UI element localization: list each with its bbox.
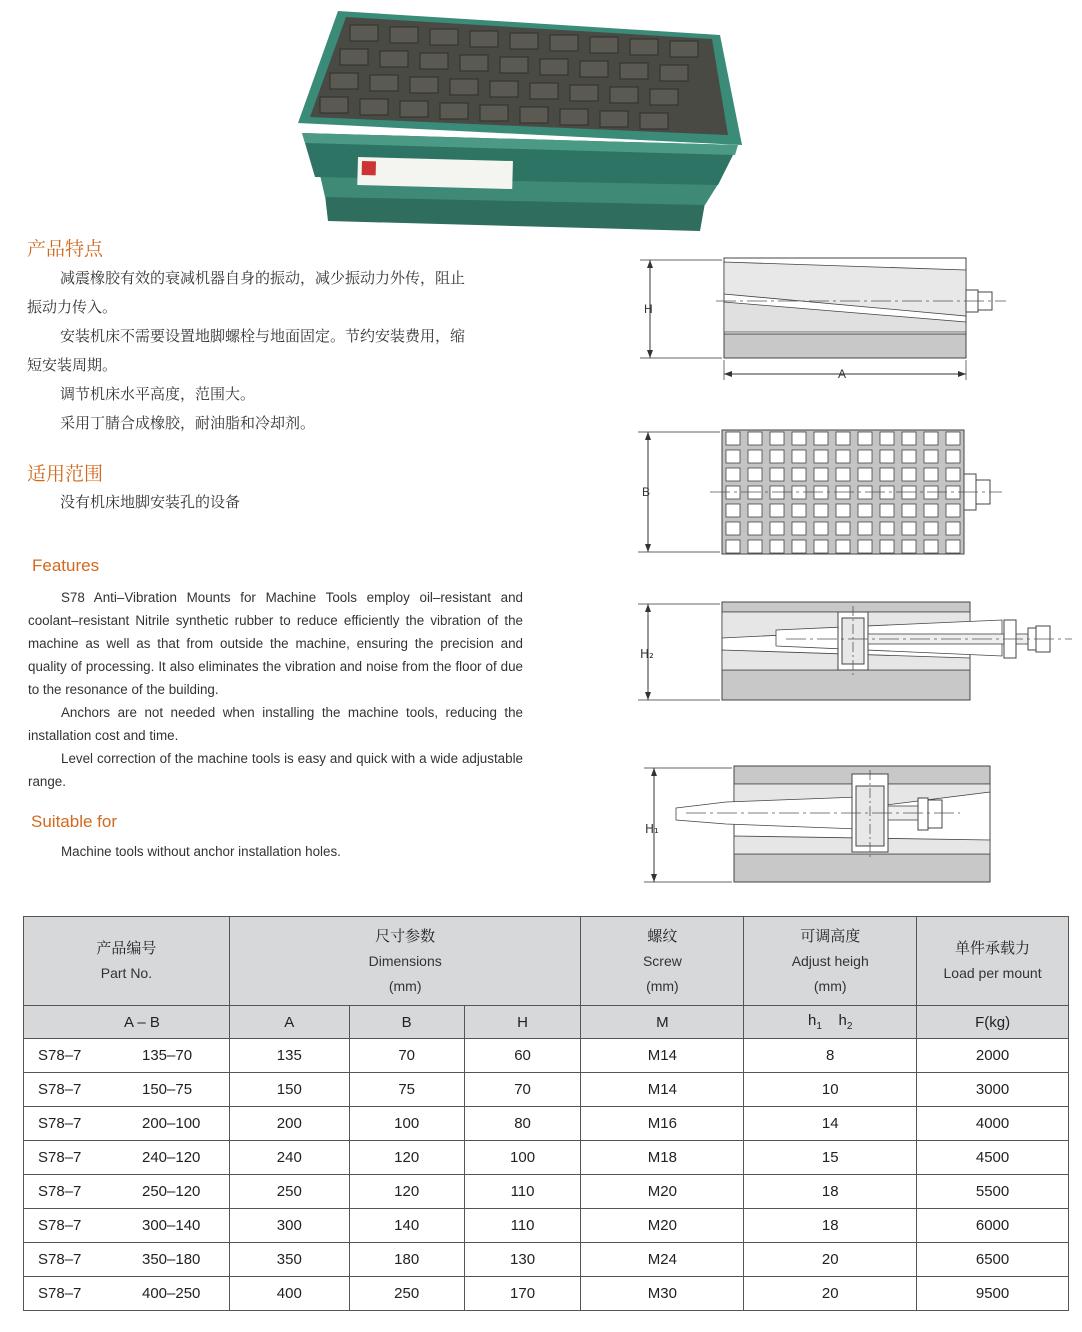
grid-cell xyxy=(924,486,938,499)
header-dim-en: Dimensions xyxy=(368,952,442,969)
subheader-ab: A – B xyxy=(124,1013,160,1031)
subheader-h2-sub: 2 xyxy=(846,1021,853,1032)
section-title-suitable-cn: 适用范围 xyxy=(27,463,104,485)
grid-cell xyxy=(792,486,806,499)
suitable-cn-text xyxy=(27,488,527,517)
cell-m: M24 xyxy=(581,1243,744,1277)
features-cn-text xyxy=(27,264,527,438)
cell-code: S78–7 xyxy=(38,1149,82,1166)
grid-cell xyxy=(902,522,916,535)
grid-cell xyxy=(858,504,872,517)
cell-h: 60 xyxy=(464,1039,581,1073)
grid-cell xyxy=(880,522,894,535)
cell-h: 170 xyxy=(464,1277,581,1311)
photo-pad-block xyxy=(430,29,458,45)
table-row xyxy=(24,1209,1069,1243)
header-dim-cn: 尺寸参数 xyxy=(375,926,436,945)
subheader-a: A xyxy=(229,1006,349,1039)
grid-cell xyxy=(792,450,806,463)
subheader-h: H xyxy=(464,1006,581,1039)
cell-a: 400 xyxy=(229,1277,349,1311)
spec-table xyxy=(23,916,1069,1311)
grid-cell xyxy=(902,432,916,445)
grid-cell xyxy=(726,486,740,499)
photo-pad-block xyxy=(360,99,388,115)
grid-cell xyxy=(770,486,784,499)
features-cn-p1b: 振动力传入。 xyxy=(27,298,118,316)
grid-cell xyxy=(792,540,806,553)
header-adj-cn: 可调高度 xyxy=(800,926,861,945)
cell-m: M16 xyxy=(581,1107,744,1141)
photo-pad-block xyxy=(660,65,688,81)
grid-cell xyxy=(836,522,850,535)
section-title-features-cn: 产品特点 xyxy=(27,238,104,260)
cell-m: M18 xyxy=(581,1141,744,1175)
grid-cell xyxy=(858,486,872,499)
grid-cell xyxy=(858,468,872,481)
grid-cell xyxy=(924,450,938,463)
photo-pad-block xyxy=(630,39,658,55)
table-row xyxy=(24,1141,1069,1175)
features-cn-p2b: 短安装周期。 xyxy=(27,356,118,374)
grid-cell xyxy=(858,522,872,535)
cell-f: 5500 xyxy=(917,1175,1069,1209)
photo-pad-block xyxy=(670,41,698,57)
cell-a: 300 xyxy=(229,1209,349,1243)
cell-ab: 250–120 xyxy=(142,1183,201,1200)
cell-code: S78–7 xyxy=(38,1285,82,1302)
photo-pad-block xyxy=(420,53,448,69)
grid-cell xyxy=(814,486,828,499)
diagram-section-h2 xyxy=(636,598,1076,704)
grid-cell xyxy=(836,450,850,463)
header-load xyxy=(917,917,1069,1006)
grid-cell xyxy=(748,522,762,535)
cell-b: 180 xyxy=(349,1243,464,1277)
grid-cell xyxy=(902,504,916,517)
cell-m: M30 xyxy=(581,1277,744,1311)
features-en-text xyxy=(28,586,523,793)
cell-code: S78–7 xyxy=(38,1217,82,1234)
grid-cell xyxy=(858,432,872,445)
photo-pad-block xyxy=(520,107,548,123)
header-adjust xyxy=(744,917,917,1006)
photo-pad-block xyxy=(570,85,598,101)
photo-pad-block xyxy=(560,109,588,125)
grid-cell xyxy=(946,450,960,463)
grid-cell xyxy=(836,432,850,445)
grid-cell xyxy=(792,432,806,445)
header-dimensions xyxy=(229,917,581,1006)
grid-cell xyxy=(946,468,960,481)
cell-code: S78–7 xyxy=(38,1047,82,1064)
table-header-row xyxy=(24,917,1069,1006)
photo-pad-block xyxy=(490,81,518,97)
cell-h: 70 xyxy=(464,1073,581,1107)
features-cn-p4: 采用丁腈合成橡胶，耐油脂和冷却剂。 xyxy=(60,414,316,432)
cell-adj: 20 xyxy=(744,1243,917,1277)
grid-cell xyxy=(814,504,828,517)
grid-cell xyxy=(836,486,850,499)
diagram-top-view xyxy=(636,426,1016,560)
suitable-cn-p1: 没有机床地脚安装孔的设备 xyxy=(60,493,241,511)
photo-pad-block xyxy=(510,33,538,49)
photo-pad-block xyxy=(470,31,498,47)
cell-m: M14 xyxy=(581,1039,744,1073)
grid-cell xyxy=(836,504,850,517)
grid-cell xyxy=(880,432,894,445)
features-cn-p2a: 安装机床不需要设置地脚螺栓与地面固定。节约安装费用，缩 xyxy=(60,327,466,345)
grid-cell xyxy=(814,540,828,553)
section-title-suitable-en: Suitable for xyxy=(31,812,117,831)
grid-cell xyxy=(770,540,784,553)
cell-b: 100 xyxy=(349,1107,464,1141)
header-part-no xyxy=(24,917,230,1006)
grid-cell xyxy=(748,504,762,517)
header-adj-unit: (mm) xyxy=(813,977,847,994)
cell-code: S78–7 xyxy=(38,1251,82,1268)
grid-cell xyxy=(814,450,828,463)
cell-h: 100 xyxy=(464,1141,581,1175)
grid-cell xyxy=(902,468,916,481)
cell-adj: 8 xyxy=(744,1039,917,1073)
cell-b: 120 xyxy=(349,1175,464,1209)
grid-cell xyxy=(726,504,740,517)
cell-b: 75 xyxy=(349,1073,464,1107)
table-row xyxy=(24,1107,1069,1141)
cell-a: 250 xyxy=(229,1175,349,1209)
header-part-cn: 产品编号 xyxy=(96,939,157,957)
cell-ab: 135–70 xyxy=(142,1047,193,1064)
cell-code: S78–7 xyxy=(38,1183,82,1200)
grid-cell xyxy=(726,432,740,445)
photo-pad-block xyxy=(640,113,668,129)
photo-pad-block xyxy=(530,83,558,99)
cell-adj: 14 xyxy=(744,1107,917,1141)
header-load-en: Load per mount xyxy=(943,965,1042,981)
photo-pad-block xyxy=(380,51,408,67)
cell-h: 130 xyxy=(464,1243,581,1277)
photo-pad-block xyxy=(540,59,568,75)
cell-b: 250 xyxy=(349,1277,464,1311)
cell-m: M14 xyxy=(581,1073,744,1107)
cell-h: 80 xyxy=(464,1107,581,1141)
photo-pad-block xyxy=(370,75,398,91)
grid-cell xyxy=(748,540,762,553)
grid-cell xyxy=(726,450,740,463)
grid-cell xyxy=(924,432,938,445)
photo-pad-block xyxy=(390,27,418,43)
grid-cell xyxy=(946,486,960,499)
cell-f: 3000 xyxy=(917,1073,1069,1107)
grid-cell xyxy=(792,504,806,517)
subheader-f: F(kg) xyxy=(917,1006,1069,1039)
grid-cell xyxy=(814,522,828,535)
photo-pad-block xyxy=(410,77,438,93)
cell-ab: 200–100 xyxy=(142,1115,201,1132)
features-cn-p3: 调节机床水平高度，范围大。 xyxy=(60,385,256,403)
grid-cell xyxy=(770,432,784,445)
cell-adj: 18 xyxy=(744,1175,917,1209)
grid-cell xyxy=(946,504,960,517)
table-row xyxy=(24,1243,1069,1277)
header-dim-unit: (mm) xyxy=(388,977,422,994)
header-adj-en: Adjust heigh xyxy=(791,952,869,969)
table-row xyxy=(24,1175,1069,1209)
cell-a: 135 xyxy=(229,1039,349,1073)
cell-ab: 400–250 xyxy=(142,1285,201,1302)
grid-cell xyxy=(792,468,806,481)
suitable-en-text xyxy=(28,840,523,863)
photo-pad-block xyxy=(460,55,488,71)
grid-cell xyxy=(836,540,850,553)
product-photo xyxy=(280,5,750,237)
grid-cell xyxy=(902,450,916,463)
dim-label-a: A xyxy=(838,367,847,381)
grid-cell xyxy=(946,432,960,445)
photo-pad-block xyxy=(610,87,638,103)
grid-cell xyxy=(770,468,784,481)
photo-pad-block xyxy=(590,37,618,53)
cell-ab: 150–75 xyxy=(142,1081,193,1098)
cell-f: 4000 xyxy=(917,1107,1069,1141)
table-row xyxy=(24,1277,1069,1311)
grid-cell xyxy=(946,522,960,535)
cell-ab: 300–140 xyxy=(142,1217,201,1234)
cell-code: S78–7 xyxy=(38,1081,82,1098)
features-cn-p1a: 减震橡胶有效的衰减机器自身的振动，减少振动力外传，阻止 xyxy=(60,269,466,287)
cell-m: M20 xyxy=(581,1209,744,1243)
grid-cell xyxy=(880,450,894,463)
cell-a: 350 xyxy=(229,1243,349,1277)
grid-cell xyxy=(880,486,894,499)
dim-label-b: B xyxy=(642,485,651,499)
grid-cell xyxy=(836,468,850,481)
grid-cell xyxy=(726,468,740,481)
grid-cell xyxy=(748,468,762,481)
cell-h: 110 xyxy=(464,1209,581,1243)
grid-cell xyxy=(770,522,784,535)
dim-label-h2: H₂ xyxy=(640,647,654,661)
grid-cell xyxy=(814,432,828,445)
grid-cell xyxy=(880,468,894,481)
cell-f: 2000 xyxy=(917,1039,1069,1073)
header-load-cn: 单件承载力 xyxy=(955,939,1031,957)
grid-cell xyxy=(770,504,784,517)
photo-pad-block xyxy=(580,61,608,77)
dim-label-h: H xyxy=(644,302,653,316)
subheader-h1-h2 xyxy=(744,1006,917,1039)
photo-pad-block xyxy=(620,63,648,79)
table-row xyxy=(24,1073,1069,1107)
grid-cell xyxy=(770,450,784,463)
cell-f: 6000 xyxy=(917,1209,1069,1243)
grid-cell xyxy=(880,504,894,517)
grid-cell xyxy=(748,432,762,445)
features-en-p1: S78 Anti–Vibration Mounts for Machine Tools employ oil–resistant and coolant–resistant Nitrile synthetic rubber to reduce efficiently the vibration of the machine as well as that from outside the machine, ensuring the precision and quality of processing. It also eliminates the vibration and noise from the floor of due to the resonance of the building. xyxy=(28,590,523,697)
cell-m: M20 xyxy=(581,1175,744,1209)
photo-pad-block xyxy=(500,57,528,73)
cell-adj: 10 xyxy=(744,1073,917,1107)
subheader-m: M xyxy=(581,1006,744,1039)
diagram-section-h1 xyxy=(636,762,1016,886)
diagram-side-view xyxy=(636,252,1016,384)
cell-f: 4500 xyxy=(917,1141,1069,1175)
cell-f: 6500 xyxy=(917,1243,1069,1277)
photo-pad-block xyxy=(600,111,628,127)
cell-a: 240 xyxy=(229,1141,349,1175)
grid-cell xyxy=(924,468,938,481)
grid-cell xyxy=(924,522,938,535)
photo-pad-block xyxy=(440,103,468,119)
cell-b: 70 xyxy=(349,1039,464,1073)
cell-a: 200 xyxy=(229,1107,349,1141)
table-subheader-row xyxy=(24,1006,1069,1039)
cell-b: 120 xyxy=(349,1141,464,1175)
grid-cell xyxy=(858,450,872,463)
subheader-h1-sub: 1 xyxy=(816,1021,822,1032)
cell-code: S78–7 xyxy=(38,1115,82,1132)
grid-cell xyxy=(814,468,828,481)
subheader-h2: h xyxy=(838,1012,847,1029)
photo-pad-block xyxy=(650,89,678,105)
cell-adj: 18 xyxy=(744,1209,917,1243)
header-part-en: Part No. xyxy=(100,965,153,981)
photo-pad-block xyxy=(400,101,428,117)
header-screw-unit: (mm) xyxy=(646,977,679,994)
grid-cell xyxy=(748,450,762,463)
grid-cell xyxy=(748,486,762,499)
photo-pad-block xyxy=(350,25,378,41)
photo-pad-block xyxy=(330,73,358,89)
grid-cell xyxy=(726,540,740,553)
features-en-p3: Level correction of the machine tools is easy and quick with a wide adjustable range. xyxy=(28,751,523,789)
section-title-features-en: Features xyxy=(32,556,100,575)
photo-pad-block xyxy=(320,97,348,113)
grid-cell xyxy=(924,504,938,517)
cell-h: 110 xyxy=(464,1175,581,1209)
cell-adj: 20 xyxy=(744,1277,917,1311)
photo-pad-block xyxy=(340,49,368,65)
header-screw-cn: 螺纹 xyxy=(647,926,678,945)
grid-cell xyxy=(902,540,916,553)
features-en-p2: Anchors are not needed when installing the machine tools, reducing the installation cost and time. xyxy=(28,705,523,743)
photo-pad-block xyxy=(550,35,578,51)
table-row xyxy=(24,1039,1069,1073)
grid-cell xyxy=(726,522,740,535)
grid-cell xyxy=(902,486,916,499)
photo-pad-block xyxy=(480,105,508,121)
cell-b: 140 xyxy=(349,1209,464,1243)
subheader-h1: h xyxy=(807,1012,817,1029)
grid-cell xyxy=(880,540,894,553)
cell-f: 9500 xyxy=(917,1277,1069,1311)
cell-adj: 15 xyxy=(744,1141,917,1175)
grid-cell xyxy=(792,522,806,535)
dim-label-h1: H₁ xyxy=(645,822,659,836)
suitable-en-p1: Machine tools without anchor installation holes. xyxy=(61,844,341,859)
subheader-b: B xyxy=(349,1006,464,1039)
header-screw xyxy=(581,917,744,1006)
cell-ab: 350–180 xyxy=(142,1251,201,1268)
grid-cell xyxy=(858,540,872,553)
photo-pad-block xyxy=(450,79,478,95)
grid-cell xyxy=(924,540,938,553)
cell-a: 150 xyxy=(229,1073,349,1107)
grid-cell xyxy=(946,540,960,553)
header-screw-en: Screw xyxy=(642,952,682,969)
cell-ab: 240–120 xyxy=(142,1149,201,1166)
